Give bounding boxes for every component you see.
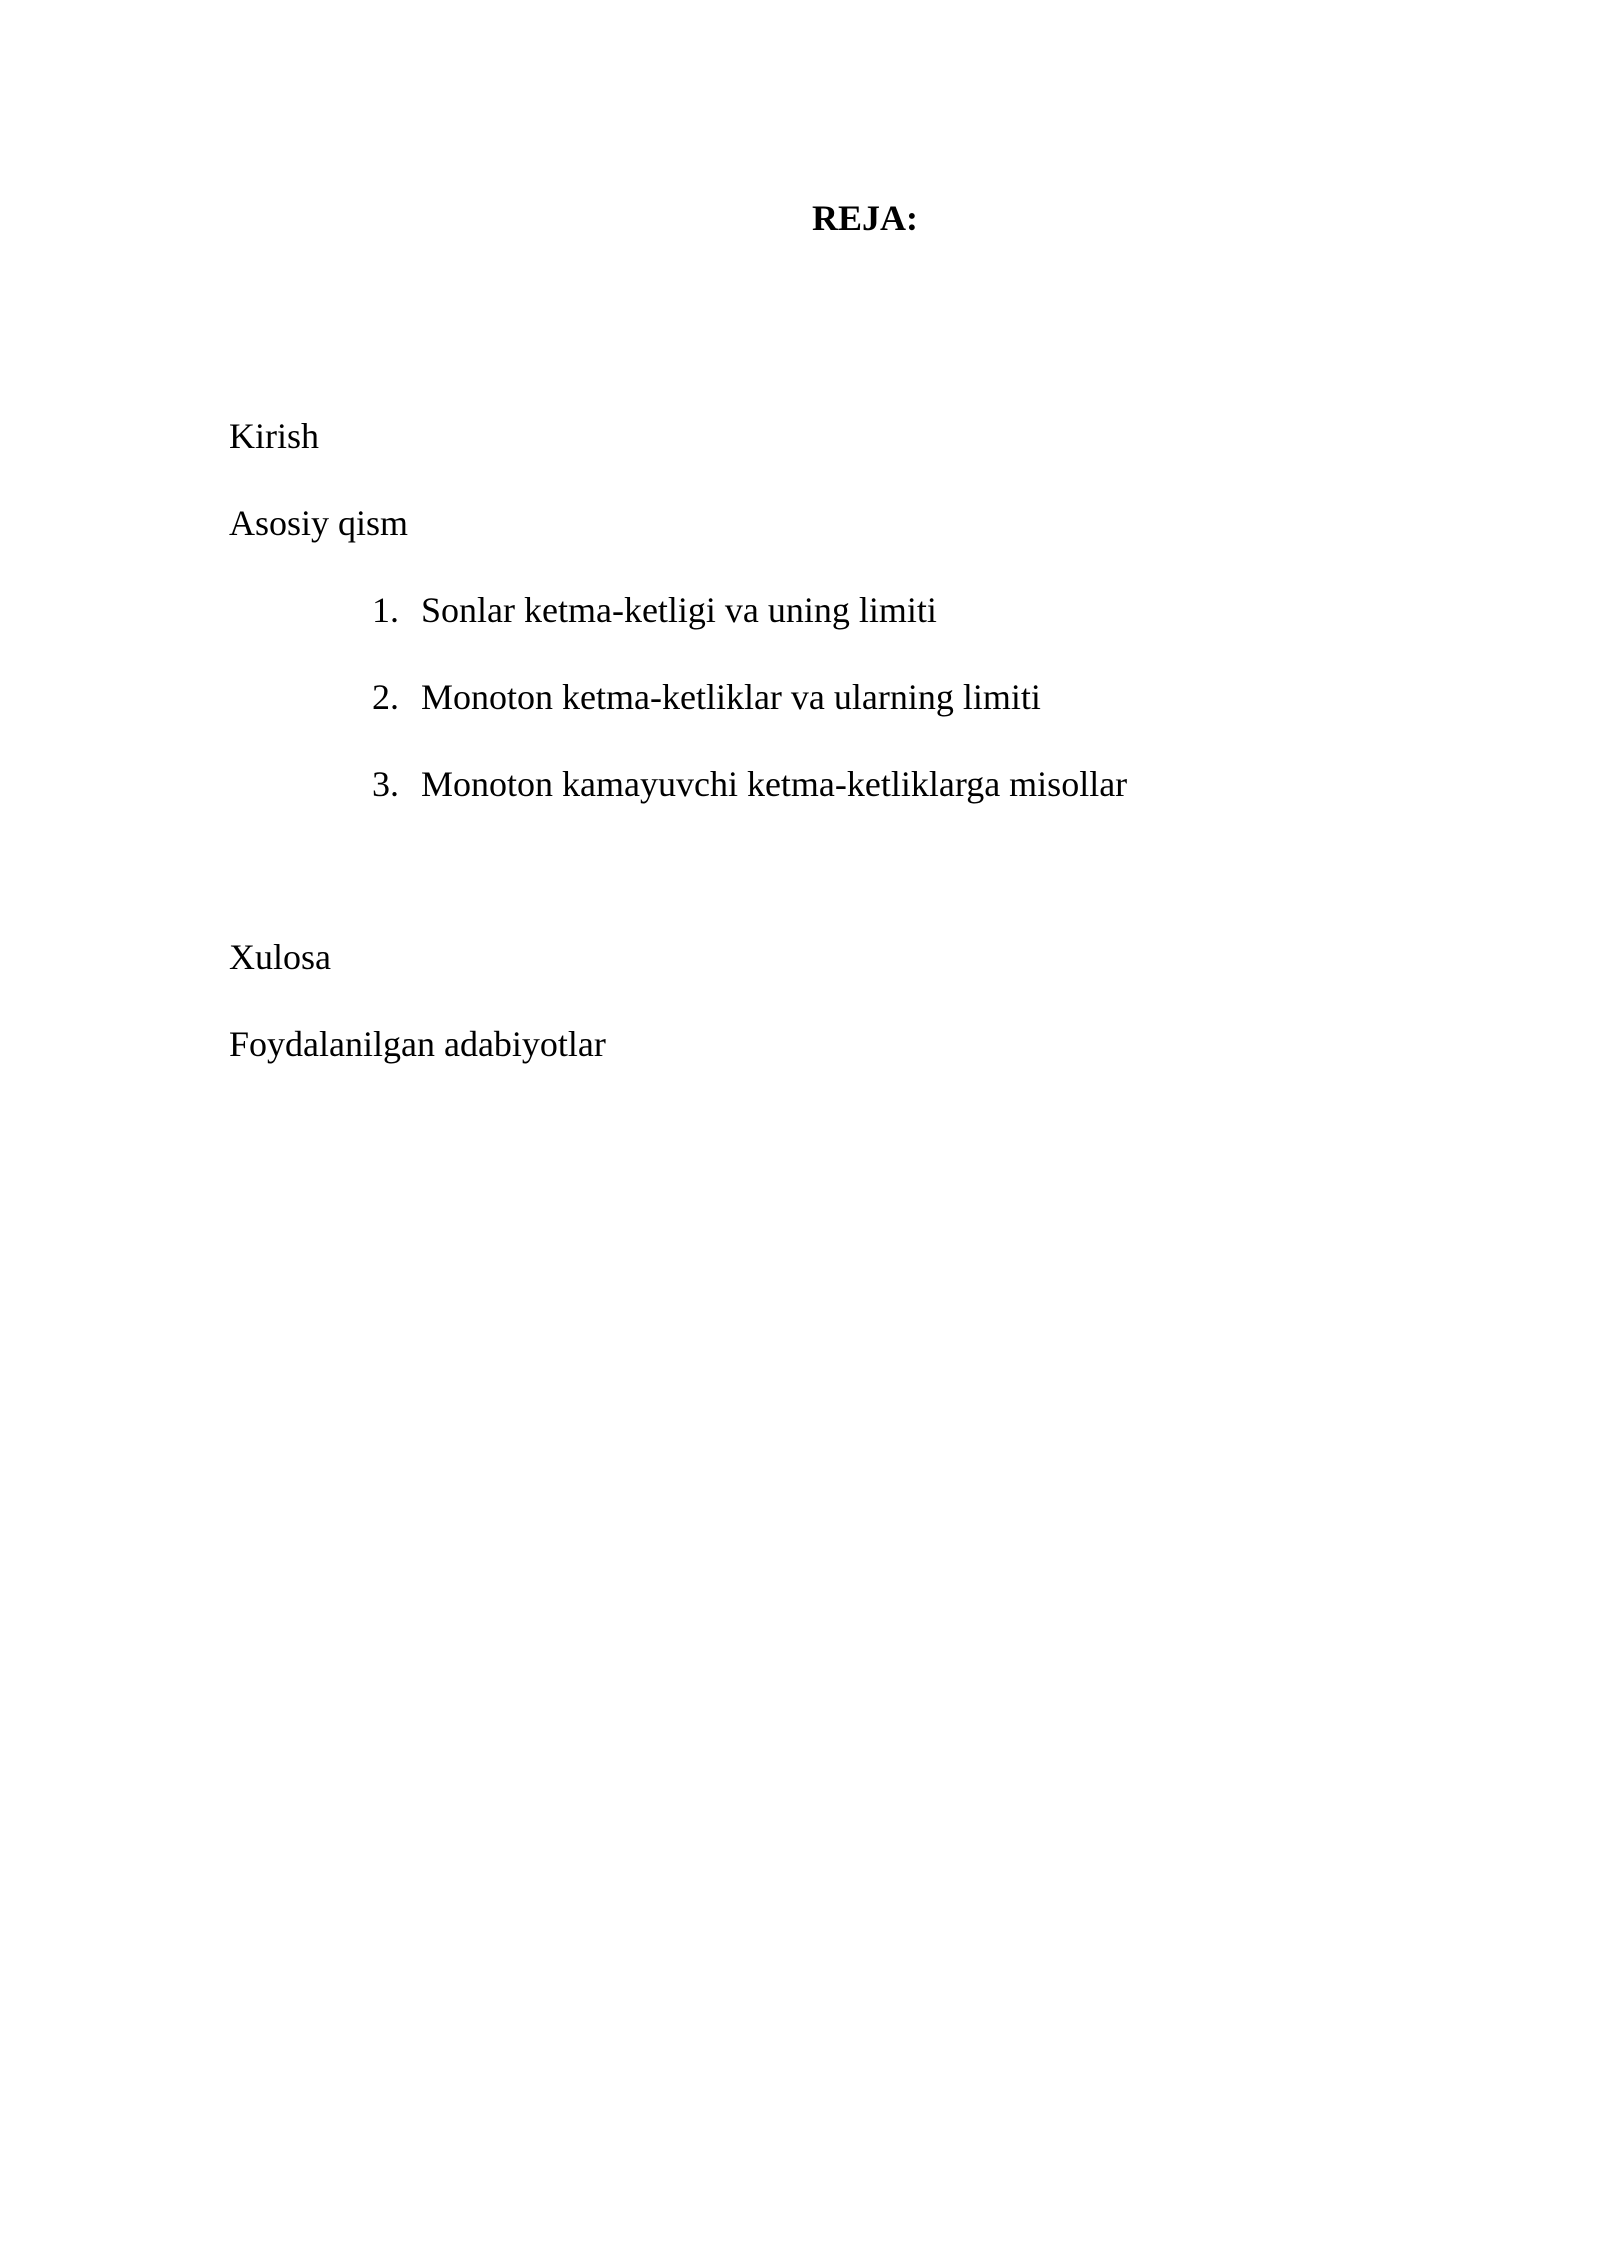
page-title: REJA: xyxy=(812,198,918,238)
list-item-text: Sonlar ketma-ketligi va uning limiti xyxy=(421,590,937,630)
list-item-text: Monoton ketma-ketliklar va ularning limiti xyxy=(421,677,1041,717)
list-item xyxy=(372,588,937,632)
list-item-text: Monoton kamayuvchi ketma-ketliklarga misollar xyxy=(421,764,1128,804)
intro-heading: Kirish xyxy=(229,416,319,456)
list-item xyxy=(372,762,1127,806)
main-part-heading: Asosiy qism xyxy=(229,503,409,543)
list-item xyxy=(372,675,1041,719)
list-item-number: 3. xyxy=(372,764,399,804)
references-heading: Foydalanilgan adabiyotlar xyxy=(229,1024,606,1064)
list-item-number: 2. xyxy=(372,677,399,717)
conclusion-heading: Xulosa xyxy=(229,937,331,977)
list-item-number: 1. xyxy=(372,590,399,630)
